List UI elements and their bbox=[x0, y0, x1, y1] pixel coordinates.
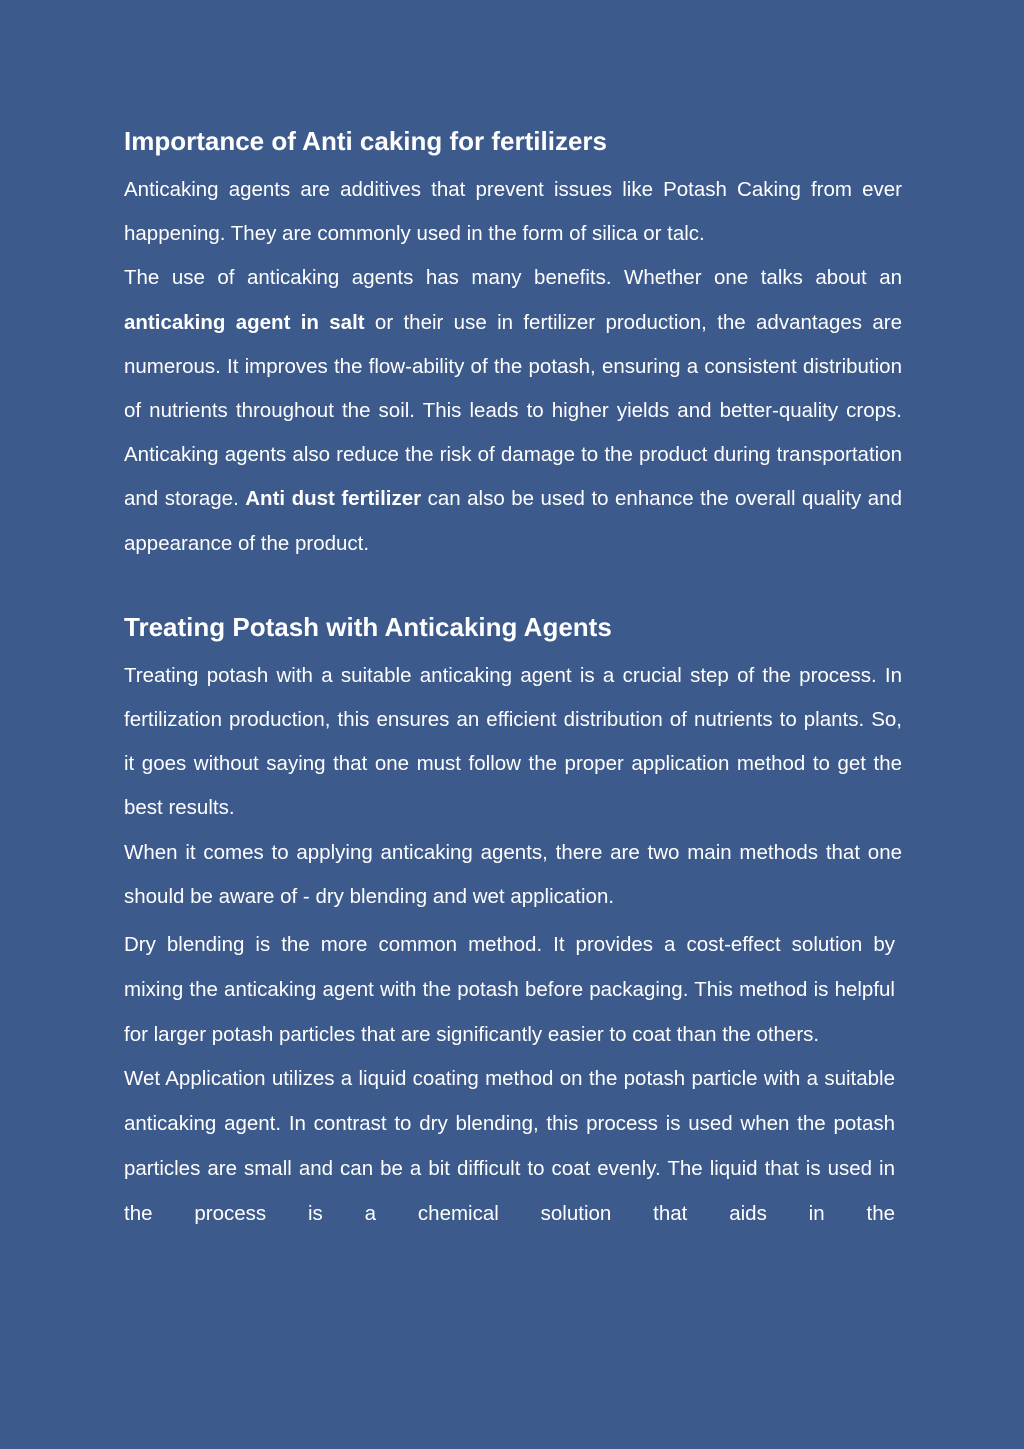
paragraph-dry-blending: Dry blending is the more common method. It provides a cost-effect solution by mixing the anticaking agent with the potash before packaging. This method is helpful for larger potash particles that are significantly easier to coat than the others. bbox=[124, 933, 895, 1046]
section-treating-potash bbox=[124, 604, 902, 1237]
section-heading-importance: Importance of Anti caking for fertilizers bbox=[124, 126, 608, 156]
section-heading-treating-potash: Treating Potash with Anticaking Agents bbox=[124, 611, 612, 642]
link-anti-dust-fertilizer[interactable]: Anti dust fertilizer bbox=[245, 487, 422, 511]
section-importance bbox=[124, 118, 902, 566]
paragraph-treating-potash: Treating potash with a suitable anticaking agent is a crucial step of the process. In fertilization production, this ensures an efficient distribution of nutrients to plants. So, it goes without saying that one must follow the proper application method to get the best results. bbox=[124, 663, 902, 820]
link-anticaking-agent-in-salt[interactable]: anticaking agent in salt bbox=[124, 310, 365, 334]
paragraph-application-methods: When it comes to applying anticaking agents, there are two main methods that one should be aware of - dry blending and wet application. bbox=[124, 840, 902, 908]
benefits-text-end: can also be used to enhance the overall quality and appearance of the product. bbox=[124, 487, 902, 555]
document-body bbox=[124, 118, 902, 1237]
paragraph-anticaking-benefits bbox=[124, 256, 902, 565]
paragraph-wet-application: Wet Application utilizes a liquid coating method on the potash particle with a suitable anticaking agent. In contrast to dry blending, this process is used when the potash particles are small and can be a bit difficult to coat evenly. The liquid that is used in the process is a chemical solution that aids in the bbox=[124, 1067, 895, 1225]
benefits-text-middle: or their use in fertilizer production, the advantages are numerous. It improves the flow-ability of the potash, ensuring a consistent distribution of nutrients throughout the soil. This leads to higher yields and better-quality crops. Anticaking agents also reduce the risk of damage to the product during transportation and storage. bbox=[124, 310, 902, 511]
paragraph-anticaking-definition: Anticaking agents are additives that prevent issues like Potash Caking from ever happening. They are commonly used in the form of silica or talc. bbox=[124, 178, 902, 246]
benefits-text-start: The use of anticaking agents has many benefits. Whether one talks about an bbox=[124, 266, 902, 290]
